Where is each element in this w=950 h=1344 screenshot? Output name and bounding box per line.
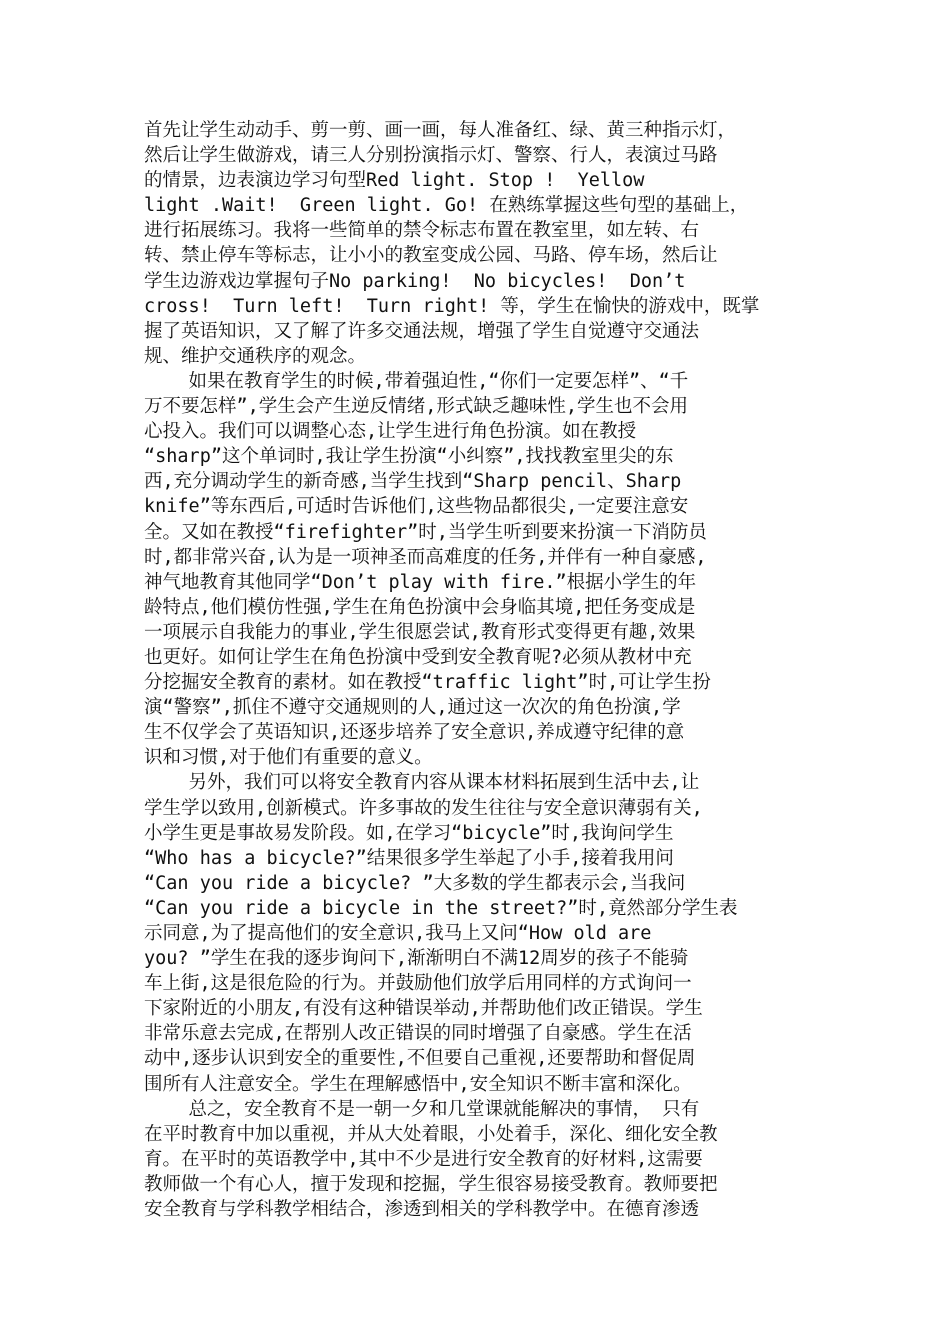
text-line: 在平时教育中加以重视，并从大处着眼，小处着手，深化、细化安全教	[144, 1123, 718, 1145]
text-line: 的情景，边表演边学习句型Red light. Stop ! Yellow	[144, 170, 645, 192]
text-line: 然后让学生做游戏，请三人分别扮演指示灯、警察、行人，表演过马路	[144, 145, 718, 167]
text-line: 下家附近的小朋友,有没有这种错误举动,并帮助他们改正错误。学生	[144, 998, 703, 1020]
text-line: you? ”学生在我的逐步询问下,渐渐明白不满12周岁的孩子不能骑	[144, 948, 689, 970]
text-line: 学生学以致用,创新模式。许多事故的发生往往与安全意识薄弱有关,	[144, 797, 703, 819]
text-line: knife”等东西后,可适时告诉他们,这些物品都很尖,一定要注意安	[144, 496, 689, 518]
text-line: 规、维护交通秩序的观念。	[144, 345, 367, 367]
text-line: 神气地教育其他同学“Don’t play with fire.”根据小学生的年	[144, 571, 697, 593]
text-line: cross! Turn left! Turn right! 等，学生在愉快的游戏中，既掌	[144, 295, 760, 317]
text-line: “sharp”这个单词时,我让学生扮演“小纠察”,找找教室里尖的东	[144, 446, 674, 468]
text-line: 万不要怎样”,学生会产生逆反情绪,形式缺乏趣味性,学生也不会用	[144, 396, 689, 418]
text-line: 围所有人注意安全。学生在理解感悟中,安全知识不断丰富和深化。	[144, 1073, 692, 1095]
body-text	[144, 118, 810, 1222]
text-line: 车上街,这是很危险的行为。并鼓励他们放学后用同样的方式询问一	[144, 973, 692, 995]
text-line: 演“警察”,抓住不遵守交通规则的人,通过这一次次的角色扮演,学	[144, 697, 681, 719]
text-line: 西,充分调动学生的新奇感,当学生找到“Sharp pencil、Sharp	[144, 471, 682, 493]
text-line: 全。又如在教授“firefighter”时,当学生听到要来扮演一下消防员	[144, 521, 707, 543]
text-line: 识和习惯,对于他们有重要的意义。	[144, 747, 433, 769]
text-line: 动中,逐步认识到安全的重要性,不但要自己重视,还要帮助和督促周	[144, 1048, 696, 1070]
text-line: light .Wait! Green light. Go! 在熟练掌握这些句型的基础上，	[144, 195, 749, 217]
text-line: 小学生更是事故易发阶段。如,在学习“bicycle”时,我询问学生	[144, 822, 674, 844]
text-line: 如果在教育学生的时候,带着强迫性,“你们一定要怎样”、“千	[144, 370, 689, 392]
text-line: 转、禁止停车等标志，让小小的教室变成公园、马路、停车场，然后让	[144, 245, 718, 267]
text-line: 握了英语知识，又了解了许多交通法规，增强了学生自觉遵守交通法	[144, 320, 700, 342]
text-line: 总之，安全教育不是一朝一夕和几堂课就能解决的事情， 只有	[144, 1098, 700, 1120]
text-line: 进行拓展练习。我将一些简单的禁令标志布置在教室里，如左转、右	[144, 220, 700, 242]
text-line: 龄特点,他们模仿性强,学生在角色扮演中会身临其境,把任务变成是	[144, 596, 696, 618]
text-line: 非常乐意去完成,在帮别人改正错误的同时增强了自豪感。学生在活	[144, 1023, 692, 1045]
text-line: 教师做一个有心人，擅于发现和挖掘，学生很容易接受教育。教师要把	[144, 1173, 718, 1195]
text-line: 示同意,为了提高他们的安全意识,我马上又问“How old are	[144, 923, 652, 944]
text-line: 学生边游戏边掌握句子No parking! No bicycles! Don’t	[144, 270, 686, 292]
text-line: “Who has a bicycle?”结果很多学生举起了小手,接着我用问	[144, 847, 674, 869]
text-line: “Can you ride a bicycle? ”大多数的学生都表示会,当我问	[144, 872, 686, 894]
text-line: 一项展示自我能力的事业,学生很愿尝试,教育形式变得更有趣,效果	[144, 621, 696, 643]
text-line: “Can you ride a bicycle in the street?”时,竟然部分学生表	[144, 897, 738, 919]
text-line: 也更好。如何让学生在角色扮演中受到安全教育呢?必须从教材中充	[144, 646, 692, 668]
text-line: 分挖掘安全教育的素材。如在教授“traffic light”时,可让学生扮	[144, 672, 711, 694]
text-line: 首先让学生动动手、剪一剪、画一画，每人准备红、绿、黄三种指示灯，	[144, 120, 737, 141]
text-line: 时,都非常兴奋,认为是一项神圣而高难度的任务,并伴有一种自豪感,	[144, 546, 707, 568]
text-line: 生不仅学会了英语知识,还逐步培养了安全意识,养成遵守纪律的意	[144, 722, 685, 744]
text-line: 另外，我们可以将安全教育内容从课本材料拓展到生活中去,让	[144, 772, 700, 794]
text-line: 育。在平时的英语教学中,其中不少是进行安全教育的好材料,这需要	[144, 1148, 703, 1170]
text-line: 心投入。我们可以调整心态,让学生进行角色扮演。如在教授	[144, 421, 637, 443]
text-line: 安全教育与学科教学相结合，渗透到相关的学科教学中。在德育渗透	[144, 1199, 700, 1221]
